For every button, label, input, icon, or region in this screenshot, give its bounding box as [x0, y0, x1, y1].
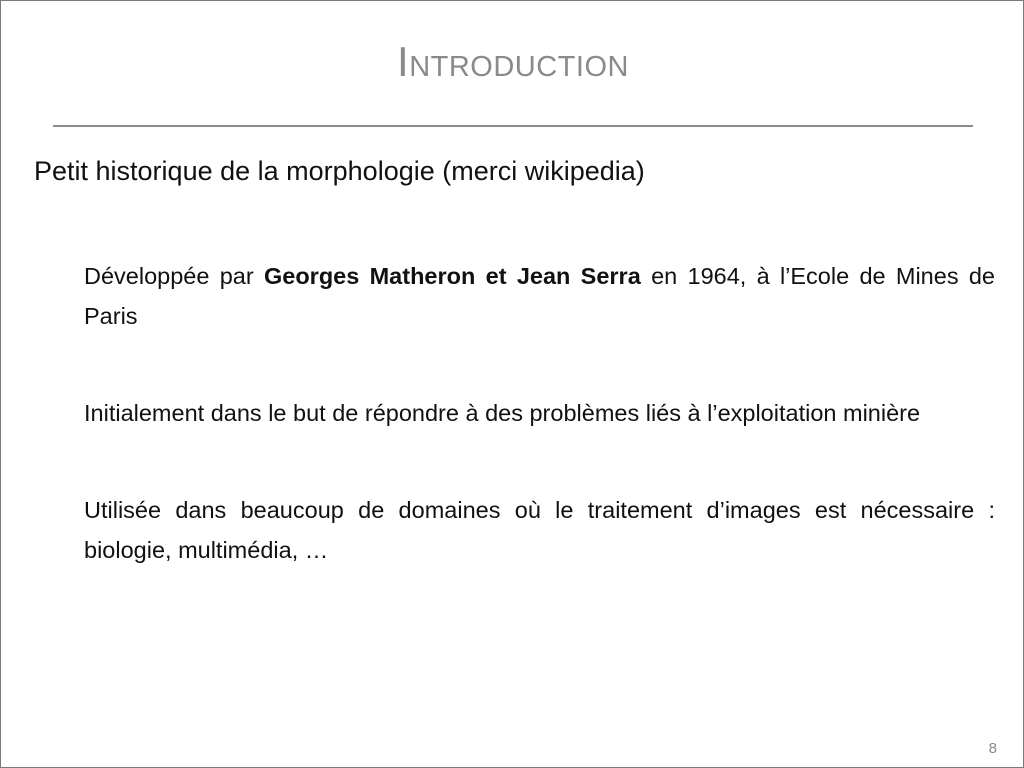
bullet-text-bold-names: Georges Matheron et Jean Serra: [263, 263, 641, 289]
bullet-list: [84, 256, 995, 570]
bullet-text-before: Développée par: [84, 263, 264, 289]
slide-subtitle: Petit historique de la morphologie (merci wikipedia): [34, 156, 645, 186]
bullet-item-origin: Initialement dans le but de répondre à des problèmes liés à l’exploitation minière: [84, 400, 921, 426]
bullet-item-applications: Utilisée dans beaucoup de domaines où le traitement d’images est nécessaire : biologie, multimédia, …: [84, 497, 995, 563]
slide-title: Introduction: [397, 38, 629, 85]
page-number: 8: [988, 740, 997, 757]
bullet-item-founders: [84, 256, 995, 336]
bullet-text-after: en 1964, à l’Ecole de Mines de Paris: [84, 263, 995, 329]
title-divider: [53, 125, 973, 127]
